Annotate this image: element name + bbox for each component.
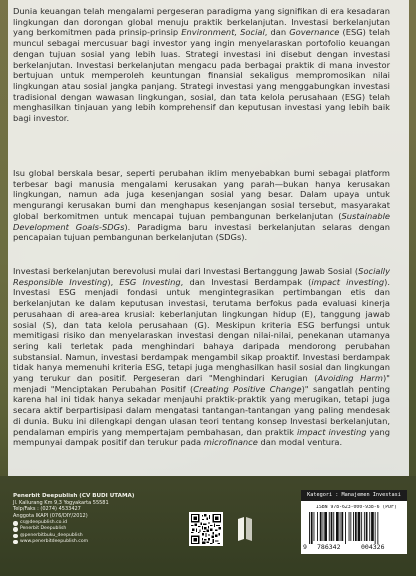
barcode-bar: [336, 512, 339, 541]
italic-term: Creating Positive Change: [193, 383, 302, 394]
isbn-number: ISBN 978-623-000-938-6 (PDF): [316, 505, 397, 510]
globe-icon: [13, 540, 18, 545]
barcode-bar: [371, 512, 374, 541]
contact-facebook-text: Penerbit Deepublish: [20, 526, 67, 532]
contact-instagram-text: @penerbitbuku_deepublish: [20, 532, 83, 538]
category-label: Kategori : Manajemen Investasi: [301, 490, 407, 501]
italic-term: Sustainable Development Goals-SDGs: [13, 210, 390, 232]
isbn-barcode: [301, 501, 407, 554]
barcode-bar: [355, 512, 357, 541]
text-run: Investasi berkelanjutan berevolusi mulai dari Investasi Bertanggung Jawab Sosial (: [13, 266, 359, 276]
italic-term: Avoiding Harm: [317, 373, 383, 384]
italic-term: Governance: [289, 27, 340, 38]
italic-term: Socially Responsible Investing: [13, 266, 390, 287]
barcode-right-digits: 004326: [361, 543, 385, 551]
barcode-bar: [369, 512, 370, 541]
text-run: )" menjadi "Menciptakan Perubahan Positif (: [13, 373, 390, 394]
barcode-bar: [340, 512, 341, 541]
contact-email-text: cs@deepublish.co.id: [20, 520, 68, 526]
barcode-lead-digit: 9: [303, 543, 307, 551]
text-run: , dan Investasi Berdampak (: [180, 276, 312, 287]
barcode-bar: [364, 512, 365, 541]
publisher-phone: Telp/Faks : (0274) 4533427: [13, 506, 81, 513]
italic-term: impact investing: [296, 426, 367, 437]
barcode-bar: [311, 512, 313, 544]
barcode-bar: [350, 512, 351, 541]
barcode-bar: [329, 512, 330, 541]
italic-term: microfinance: [203, 437, 258, 448]
barcode-bar: [320, 512, 322, 541]
publisher-ikapi: Anggota IKAPI (076/DIY/2012): [13, 512, 88, 519]
italic-term: impact investing: [311, 276, 385, 287]
contact-website: [13, 539, 183, 545]
barcode-bar: [309, 512, 310, 544]
barcode-bar: [366, 512, 368, 541]
text-run: Dunia keuangan telah mengalami pergeseran paradigma yang signifikan di era kesadaran lingkungan dan dorongan global menuju praktik berkelanjutan. Investasi berkelanjutan yang berkomitmen pada prinsip-prinsip: [13, 6, 390, 38]
blurb-paragraph-1: [13, 6, 390, 124]
barcode-bar: [353, 512, 354, 541]
italic-term: Environment, Social: [181, 27, 265, 38]
qr-code: [189, 512, 223, 546]
barcode-bar: [324, 512, 327, 541]
barcode-bar: [377, 512, 378, 544]
text-run: ). Paradigma baru investasi berkelanjutan selaras dengan pencapaian tujuan pembangunan berkelanjutan (SDGs).: [13, 221, 390, 243]
publisher-name: Penerbit Deepublish (CV BUDI UTAMA): [13, 493, 135, 499]
text-run: )" sangatlah penting karena hal ini tidak hanya sekadar menjauhi praktik-praktik yang merugikan, tetapi juga secara aktif berpartisipasi dalam mengatasi tantangan-tantangan yang paling mendesak di dunia. Buku ini dilengkapi dengan ulasan teori tentang konsep Investasi berkelanjutan, pendalaman empiris yang mempertajam pembahasan, dan praktik: [13, 383, 390, 437]
publisher-logo: [236, 516, 254, 542]
text-run: dan modal ventura.: [257, 437, 343, 448]
barcode-bar: [375, 512, 376, 544]
barcode-bar: [323, 512, 324, 541]
blurb-paragraph-2: [13, 168, 390, 243]
barcode-left-digits: 786342: [317, 543, 341, 551]
barcode-bar: [345, 512, 346, 544]
publisher-info: [13, 492, 183, 545]
text-run: ). Investasi ESG menjadi fondasi untuk mengintegrasikan pertimbangan etis dan berkelanjutan ke dalam keputusan investasi, terutama berfokus pada evaluasi kinerja perusahaan di area-area krusial: keberlanjutan lingkungan hidup (E), tanggung jawab sosial (S), dan tata kelola perusahaan (G). Meskipun kriteria ESG berfungsi untuk memitigasi risiko dan menyelaraskan investasi dengan nilai-nilai, penekanan utamanya sering kali terletak pada menghindari bahaya daripada mendorong perubahan substansial. Namun, investasi berdampak mengambil sikap proaktif. Investasi berdampak tidak hanya memenuhi kriteria ESG, tetapi juga menghasilkan hasil sosial dan lingkungan yang terukur dan positif. Pergeseran dari "Menghindari Kerugian (: [13, 276, 390, 384]
contact-website-text: www.penerbitdeepublish.com: [20, 538, 89, 544]
italic-term: ESG Investing: [119, 276, 181, 287]
text-run: (ESG) telah muncul sebagai mercusuar bagi investor yang ingin menyelaraskan portofolio keuangan dengan tujuan sosial yang lebih luas. Strategi investasi ini disebut dengan investasi berkelanjutan. Investasi berkelanjutan mengacu pada berbagai praktik di mana investor bertujuan untuk memperoleh keuntungan finansial sekaligus mempromosikan nilai lingkungan atau sosial jangka panjang. Strategi investasi yang menggabungkan investasi tradisional dengan wawasan lingkungan, sosial, dan tata kelola perusahaan (ESG) telah menghasilkan tinjauan yang lebih komprehensif dan keputusan investasi yang lebih baik bagi investor.: [13, 27, 390, 124]
text-run: yang mempunyai dampak positif dan terukur pada: [13, 426, 390, 448]
barcode-bars: [307, 512, 401, 544]
barcode-bar: [314, 512, 315, 541]
facebook-icon: [13, 527, 18, 532]
barcode-bar: [341, 512, 343, 541]
barcode-bar: [317, 512, 318, 541]
text-run: ),: [107, 276, 120, 287]
blurb-paragraph-3: [13, 266, 390, 448]
instagram-icon: [13, 534, 18, 539]
text-run: , dan: [264, 27, 290, 38]
email-icon: [13, 521, 18, 526]
publisher-address: Jl. Kaliurang Km 9,3 Yogyakarta 55581: [13, 500, 109, 506]
text-run: Isu global berskala besar, seperti perubahan iklim menyebabkan bumi sebagai platform terbesar bagi manusia mengalami kerusakan yang parah—bukan hanya kerusakan lingkungan, namun ada juga kesenjangan sosial yang besar. Dalam upaya untuk mengurangi kerusakan bumi dan menghapus kesenjangan sosial tersebut, masyarakat global berkomitmen untuk mencapai tujuan pembangunan berkelanjutan (: [13, 168, 390, 221]
barcode-bar: [349, 512, 350, 541]
barcode-bar: [361, 512, 362, 541]
barcode-bar: [358, 512, 361, 541]
barcode-bar: [331, 512, 333, 541]
barcode-bar: [333, 512, 334, 541]
